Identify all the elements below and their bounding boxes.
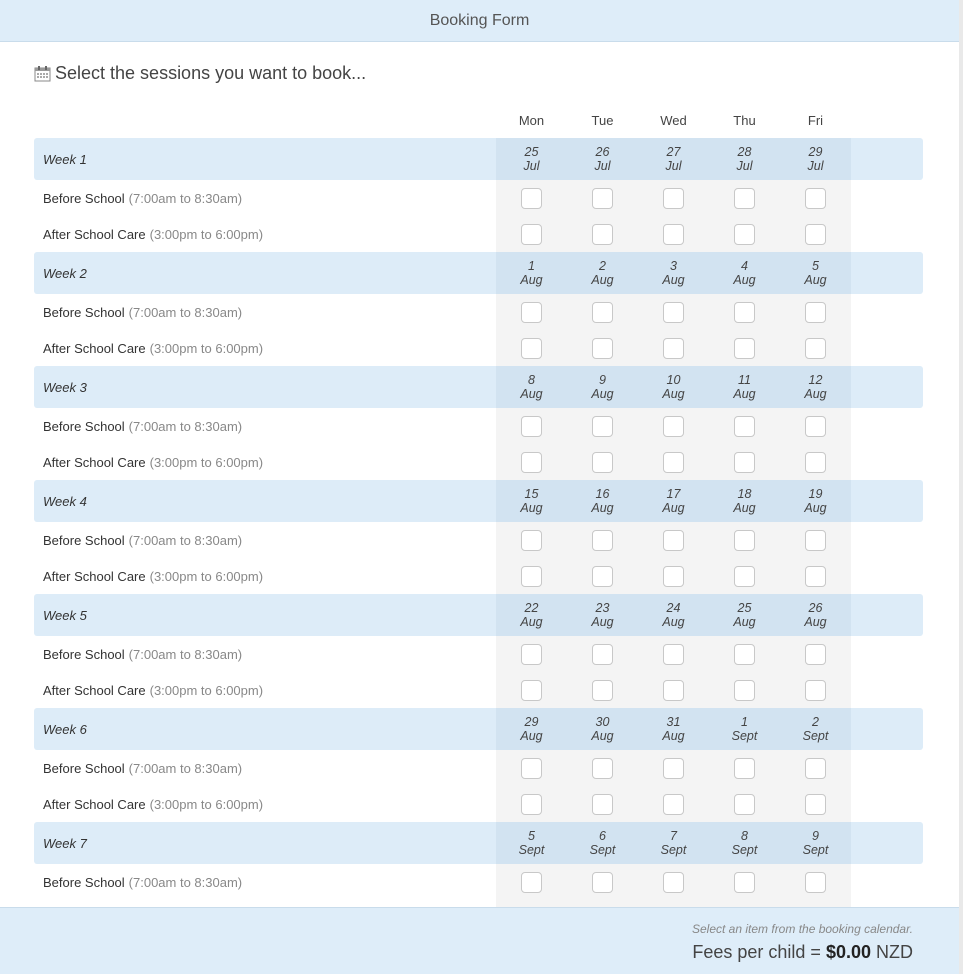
fees-footer <box>0 907 959 974</box>
date-day: 30 <box>595 715 610 729</box>
session-checkbox[interactable] <box>663 644 684 665</box>
date-day: 5 <box>528 829 535 843</box>
session-row <box>34 522 923 558</box>
session-checkbox[interactable] <box>805 872 826 893</box>
session-checkbox[interactable] <box>592 758 613 779</box>
date-month: Aug <box>591 273 614 287</box>
date-day: 1 <box>741 715 748 729</box>
session-label <box>43 786 263 822</box>
session-row <box>34 636 923 672</box>
session-label <box>43 180 242 216</box>
session-checkbox[interactable] <box>805 758 826 779</box>
date-month: Aug <box>662 729 685 743</box>
session-checkbox[interactable] <box>805 188 826 209</box>
date-day: 28 <box>737 145 752 159</box>
week-label: Week 4 <box>43 493 87 509</box>
session-checkbox[interactable] <box>805 338 826 359</box>
date-month: Jul <box>523 159 540 173</box>
form-title: Booking Form <box>429 11 530 29</box>
session-checkbox[interactable] <box>734 416 755 437</box>
session-checkbox[interactable] <box>734 302 755 323</box>
date-month: Aug <box>804 501 827 515</box>
session-row <box>34 180 923 216</box>
week-date <box>567 715 638 743</box>
week-date <box>496 373 567 401</box>
session-name: Before School <box>43 874 125 890</box>
date-day: 8 <box>528 373 535 387</box>
week-date <box>567 829 638 857</box>
session-checkbox[interactable] <box>663 338 684 359</box>
instruction <box>34 62 366 84</box>
date-month: Sept <box>802 843 829 857</box>
session-name: After School Care <box>43 568 146 584</box>
date-month: Sept <box>731 729 758 743</box>
date-day: 9 <box>812 829 819 843</box>
date-day: 27 <box>666 145 681 159</box>
session-checkbox[interactable] <box>734 188 755 209</box>
session-checkbox[interactable] <box>734 530 755 551</box>
week-label: Week 5 <box>43 607 87 623</box>
week-date <box>638 829 709 857</box>
session-name: Before School <box>43 646 125 662</box>
date-month: Aug <box>662 273 685 287</box>
session-checkbox[interactable] <box>592 224 613 245</box>
session-name: After School Care <box>43 340 146 356</box>
session-checkbox[interactable] <box>592 416 613 437</box>
week-label: Week 2 <box>43 265 87 281</box>
session-time: (7:00am to 8:30am) <box>128 646 243 662</box>
session-checkbox[interactable] <box>521 566 542 587</box>
week-date <box>496 829 567 857</box>
week-row <box>34 822 923 864</box>
session-label <box>43 864 242 900</box>
date-day: 12 <box>808 373 823 387</box>
session-label <box>43 408 242 444</box>
week-row <box>34 708 923 750</box>
week-row <box>34 252 923 294</box>
date-day: 24 <box>666 601 681 615</box>
session-checkbox[interactable] <box>805 416 826 437</box>
session-checkbox[interactable] <box>663 302 684 323</box>
footer-hint: Select an item from the booking calendar. <box>691 922 913 936</box>
week-date <box>780 259 851 287</box>
date-day: 25 <box>524 145 539 159</box>
session-checkbox[interactable] <box>663 566 684 587</box>
session-checkbox[interactable] <box>521 872 542 893</box>
form-header <box>0 0 959 42</box>
booking-calendar <box>0 42 959 907</box>
session-name: After School Care <box>43 796 146 812</box>
date-month: Aug <box>591 615 614 629</box>
session-checkbox[interactable] <box>663 452 684 473</box>
session-name: After School Care <box>43 226 146 242</box>
week-date <box>638 715 709 743</box>
session-label <box>43 330 263 366</box>
session-label <box>43 558 263 594</box>
date-month: Aug <box>662 615 685 629</box>
session-checkbox[interactable] <box>805 302 826 323</box>
week-date <box>709 373 780 401</box>
date-day: 15 <box>524 487 539 501</box>
week-date <box>567 487 638 515</box>
week-date <box>496 259 567 287</box>
date-month: Aug <box>591 501 614 515</box>
session-checkbox[interactable] <box>663 680 684 701</box>
date-day: 5 <box>812 259 819 273</box>
date-day: 26 <box>595 145 610 159</box>
session-checkbox[interactable] <box>592 872 613 893</box>
date-day: 19 <box>808 487 823 501</box>
date-month: Aug <box>591 387 614 401</box>
day-header-thu: Thu <box>733 113 756 128</box>
week-date <box>780 145 851 173</box>
session-checkbox[interactable] <box>592 302 613 323</box>
session-time: (7:00am to 8:30am) <box>128 874 243 890</box>
date-month: Sept <box>731 843 758 857</box>
date-month: Aug <box>733 387 756 401</box>
session-checkbox[interactable] <box>734 794 755 815</box>
session-row <box>34 672 923 708</box>
week-date <box>638 487 709 515</box>
session-time: (3:00pm to 6:00pm) <box>149 454 264 470</box>
session-time: (7:00am to 8:30am) <box>128 760 243 776</box>
session-checkbox[interactable] <box>521 224 542 245</box>
session-label <box>43 444 263 480</box>
date-day: 22 <box>524 601 539 615</box>
fees-label: Fees per child = <box>692 942 821 962</box>
session-time: (7:00am to 8:30am) <box>128 532 243 548</box>
session-checkbox[interactable] <box>592 530 613 551</box>
date-month: Sept <box>660 843 687 857</box>
session-checkbox[interactable] <box>521 644 542 665</box>
session-checkbox[interactable] <box>592 452 613 473</box>
day-header-tue: Tue <box>591 113 614 128</box>
date-month: Aug <box>804 273 827 287</box>
week-label: Week 3 <box>43 379 87 395</box>
session-checkbox[interactable] <box>592 794 613 815</box>
session-checkbox[interactable] <box>663 416 684 437</box>
session-name: Before School <box>43 532 125 548</box>
date-day: 23 <box>595 601 610 615</box>
session-checkbox[interactable] <box>734 452 755 473</box>
week-date <box>709 715 780 743</box>
session-time: (7:00am to 8:30am) <box>128 418 243 434</box>
session-label <box>43 216 263 252</box>
date-month: Aug <box>662 387 685 401</box>
session-checkbox[interactable] <box>734 680 755 701</box>
date-day: 1 <box>528 259 535 273</box>
session-checkbox[interactable] <box>592 338 613 359</box>
week-row <box>34 594 923 636</box>
date-month: Aug <box>520 387 543 401</box>
date-day: 31 <box>666 715 681 729</box>
date-month: Aug <box>520 729 543 743</box>
session-time: (3:00pm to 6:00pm) <box>149 340 264 356</box>
date-month: Aug <box>733 273 756 287</box>
fees-amount: $0.00 <box>825 942 871 962</box>
session-time: (3:00pm to 6:00pm) <box>149 568 264 584</box>
session-checkbox[interactable] <box>663 224 684 245</box>
session-row <box>34 864 923 900</box>
date-month: Aug <box>804 615 827 629</box>
date-day: 2 <box>812 715 819 729</box>
session-checkbox[interactable] <box>734 566 755 587</box>
week-date <box>780 715 851 743</box>
session-label <box>43 636 242 672</box>
date-day: 9 <box>599 373 606 387</box>
session-name: Before School <box>43 418 125 434</box>
week-date <box>567 259 638 287</box>
date-day: 3 <box>670 259 677 273</box>
session-checkbox[interactable] <box>521 338 542 359</box>
date-month: Aug <box>804 387 827 401</box>
session-checkbox[interactable] <box>663 758 684 779</box>
session-checkbox[interactable] <box>521 416 542 437</box>
session-name: After School Care <box>43 682 146 698</box>
session-label <box>43 672 263 708</box>
week-date <box>496 145 567 173</box>
date-day: 6 <box>599 829 606 843</box>
session-checkbox[interactable] <box>592 644 613 665</box>
session-checkbox[interactable] <box>805 644 826 665</box>
session-row <box>34 444 923 480</box>
date-month: Aug <box>520 501 543 515</box>
session-checkbox[interactable] <box>734 872 755 893</box>
date-day: 8 <box>741 829 748 843</box>
date-day: 17 <box>666 487 681 501</box>
week-date <box>496 601 567 629</box>
session-name: After School Care <box>43 454 146 470</box>
session-name: Before School <box>43 304 125 320</box>
week-date <box>496 715 567 743</box>
week-date <box>780 487 851 515</box>
date-day: 2 <box>599 259 606 273</box>
day-header-wed: Wed <box>660 113 687 128</box>
session-checkbox[interactable] <box>521 758 542 779</box>
date-month: Sept <box>589 843 616 857</box>
session-label <box>43 522 242 558</box>
session-checkbox[interactable] <box>592 680 613 701</box>
session-checkbox[interactable] <box>663 188 684 209</box>
week-label: Week 6 <box>43 721 87 737</box>
week-date <box>780 601 851 629</box>
date-month: Jul <box>594 159 611 173</box>
week-date <box>709 601 780 629</box>
session-time: (7:00am to 8:30am) <box>128 304 243 320</box>
date-month: Sept <box>802 729 829 743</box>
week-date <box>567 145 638 173</box>
session-time: (3:00pm to 6:00pm) <box>149 226 264 242</box>
date-month: Aug <box>591 729 614 743</box>
date-day: 16 <box>595 487 610 501</box>
week-date <box>780 829 851 857</box>
week-date <box>709 829 780 857</box>
session-name: Before School <box>43 190 125 206</box>
week-date <box>709 259 780 287</box>
session-row <box>34 558 923 594</box>
session-checkbox[interactable] <box>805 794 826 815</box>
week-row <box>34 480 923 522</box>
session-checkbox[interactable] <box>805 452 826 473</box>
session-label <box>43 750 242 786</box>
date-day: 10 <box>666 373 681 387</box>
fees-summary <box>692 942 913 963</box>
date-month: Jul <box>736 159 753 173</box>
week-date <box>638 601 709 629</box>
week-date <box>638 259 709 287</box>
session-checkbox[interactable] <box>592 188 613 209</box>
session-checkbox[interactable] <box>663 794 684 815</box>
date-month: Sept <box>518 843 545 857</box>
session-row <box>34 750 923 786</box>
session-row <box>34 216 923 252</box>
session-checkbox[interactable] <box>663 872 684 893</box>
session-time: (3:00pm to 6:00pm) <box>149 682 264 698</box>
day-header-fri: Fri <box>807 113 824 128</box>
week-date <box>496 487 567 515</box>
session-time: (7:00am to 8:30am) <box>128 190 243 206</box>
week-date <box>638 373 709 401</box>
date-month: Jul <box>665 159 682 173</box>
session-checkbox[interactable] <box>805 680 826 701</box>
session-checkbox[interactable] <box>521 188 542 209</box>
date-day: 11 <box>738 373 751 387</box>
date-day: 25 <box>737 601 752 615</box>
fees-currency: NZD <box>876 942 913 962</box>
date-day: 29 <box>524 715 539 729</box>
date-day: 18 <box>737 487 752 501</box>
week-row <box>34 138 923 180</box>
date-month: Aug <box>733 615 756 629</box>
session-checkbox[interactable] <box>734 338 755 359</box>
session-label <box>43 294 242 330</box>
session-row <box>34 330 923 366</box>
session-checkbox[interactable] <box>592 566 613 587</box>
week-label: Week 7 <box>43 835 87 851</box>
session-checkbox[interactable] <box>521 794 542 815</box>
scrollbar-track[interactable] <box>959 0 963 974</box>
session-checkbox[interactable] <box>663 530 684 551</box>
date-month: Aug <box>520 615 543 629</box>
session-name: Before School <box>43 760 125 776</box>
calendar-icon <box>34 65 51 82</box>
session-checkbox[interactable] <box>805 566 826 587</box>
date-month: Aug <box>662 501 685 515</box>
date-day: 7 <box>670 829 677 843</box>
week-date <box>709 487 780 515</box>
week-date <box>780 373 851 401</box>
session-row <box>34 786 923 822</box>
session-checkbox[interactable] <box>805 530 826 551</box>
date-day: 26 <box>808 601 823 615</box>
week-label: Week 1 <box>43 151 87 167</box>
session-row <box>34 408 923 444</box>
week-date <box>567 373 638 401</box>
instruction-text: Select the sessions you want to book... <box>55 62 367 83</box>
session-checkbox[interactable] <box>734 758 755 779</box>
session-row <box>34 294 923 330</box>
session-checkbox[interactable] <box>521 530 542 551</box>
session-checkbox[interactable] <box>805 224 826 245</box>
date-month: Aug <box>733 501 756 515</box>
date-day: 29 <box>808 145 823 159</box>
week-date <box>709 145 780 173</box>
session-checkbox[interactable] <box>734 644 755 665</box>
session-checkbox[interactable] <box>521 452 542 473</box>
session-checkbox[interactable] <box>521 680 542 701</box>
date-day: 4 <box>741 259 748 273</box>
date-month: Jul <box>807 159 824 173</box>
session-time: (3:00pm to 6:00pm) <box>149 796 264 812</box>
date-month: Aug <box>520 273 543 287</box>
day-header-mon: Mon <box>518 113 545 128</box>
week-row <box>34 366 923 408</box>
session-checkbox[interactable] <box>734 224 755 245</box>
week-date <box>567 601 638 629</box>
session-checkbox[interactable] <box>521 302 542 323</box>
week-date <box>638 145 709 173</box>
